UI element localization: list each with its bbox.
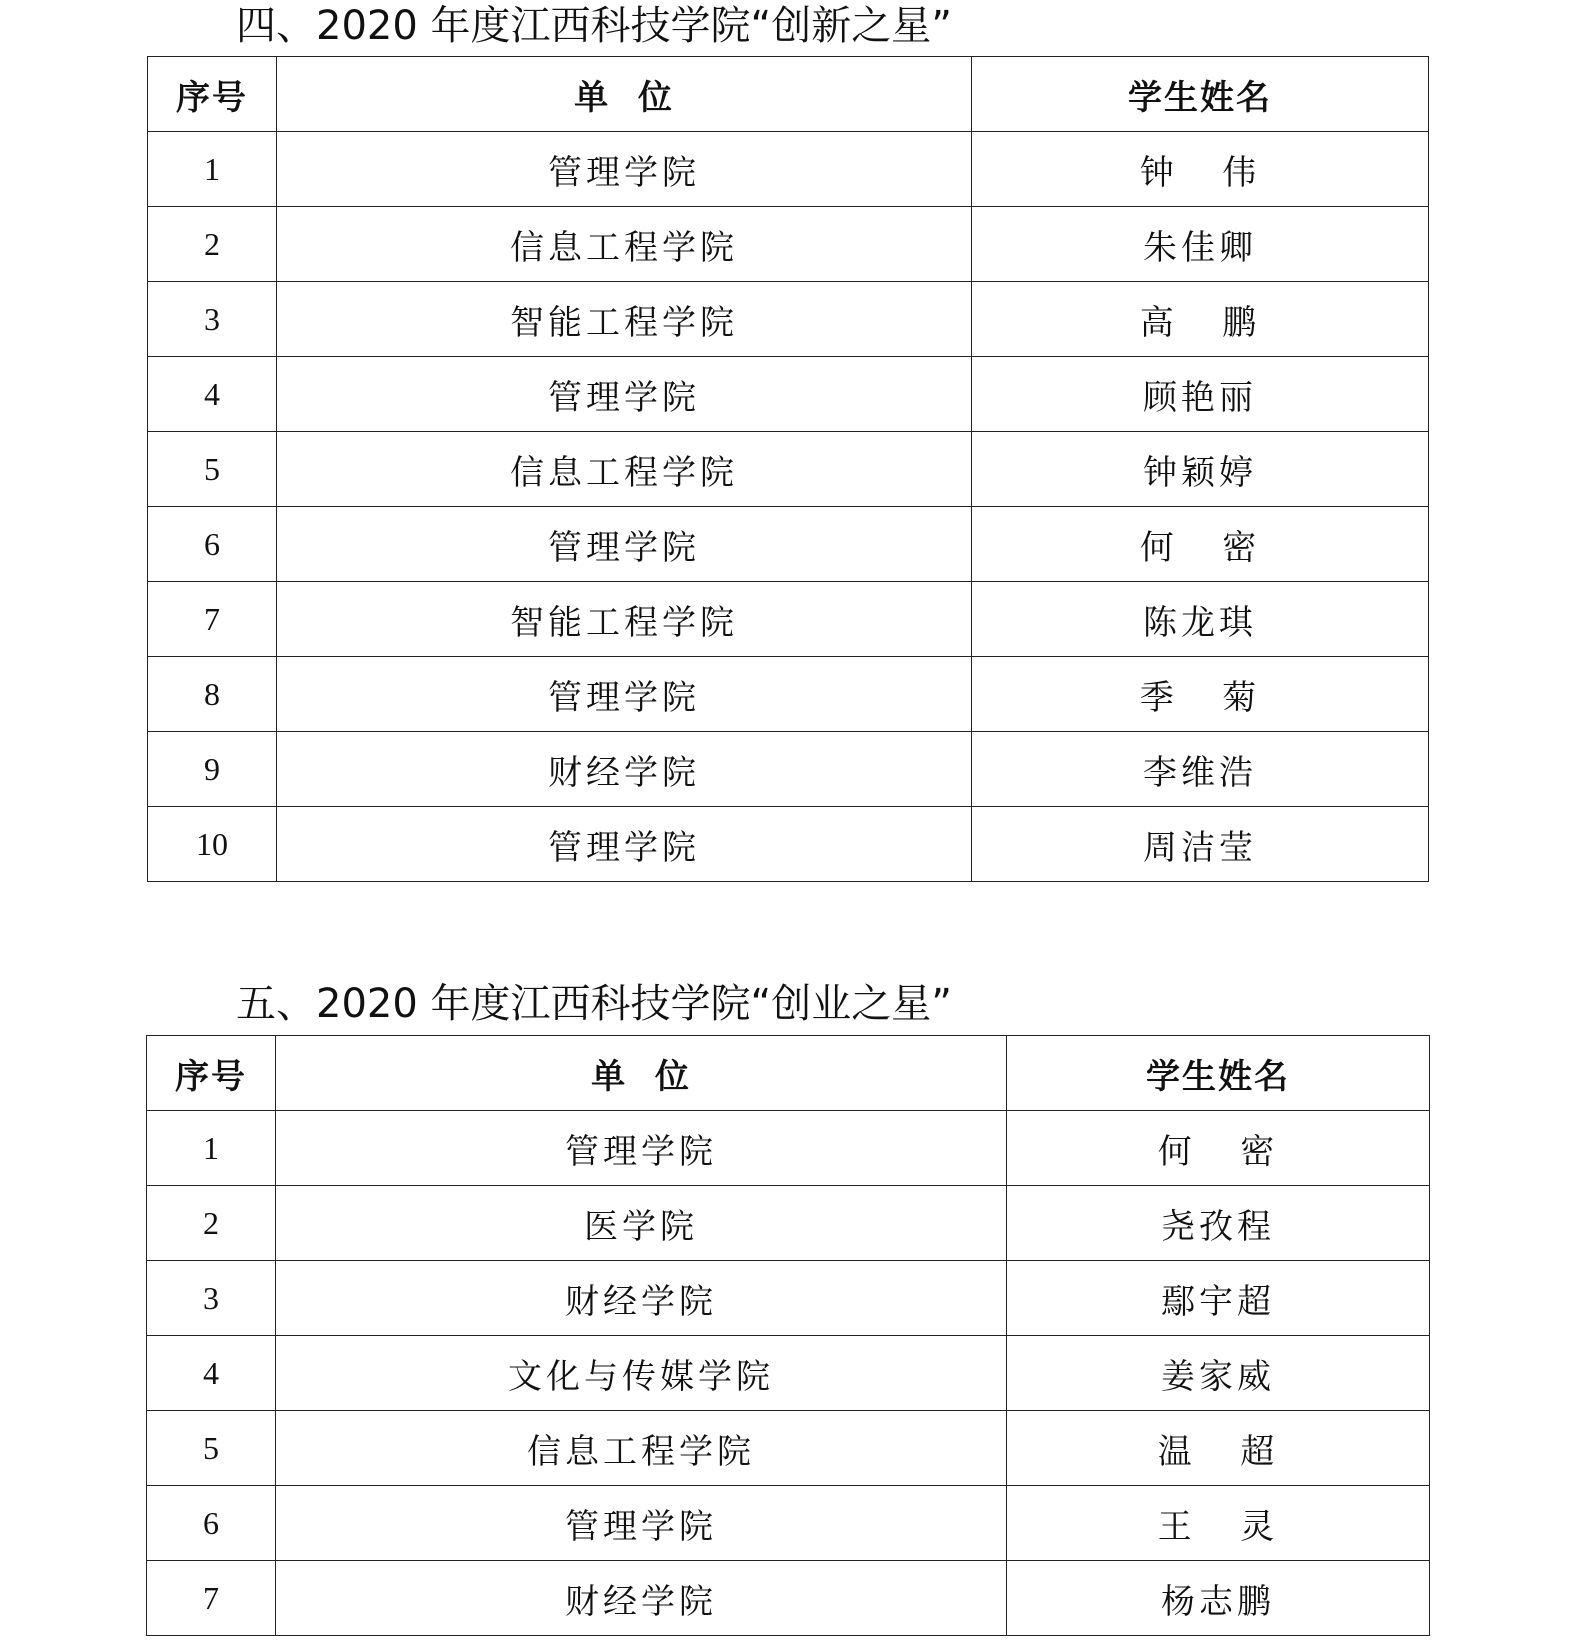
row-student-name: 何 密 <box>972 507 1429 582</box>
row-index: 5 <box>148 432 277 507</box>
table-row <box>147 1186 1430 1261</box>
table-row <box>147 1561 1430 1636</box>
row-index: 4 <box>147 1336 276 1411</box>
row-index: 1 <box>148 132 277 207</box>
row-student-name: 尧孜程 <box>1007 1186 1430 1261</box>
row-unit: 管理学院 <box>277 807 972 882</box>
row-student-name: 姜家威 <box>1007 1336 1430 1411</box>
row-student-name: 鄢宇超 <box>1007 1261 1430 1336</box>
row-student-name: 陈龙琪 <box>972 582 1429 657</box>
header-unit: 单 位 <box>276 1036 1007 1111</box>
header-unit: 单 位 <box>277 57 972 132</box>
row-unit: 管理学院 <box>277 357 972 432</box>
row-student-name: 钟颖婷 <box>972 432 1429 507</box>
row-student-name: 高 鹏 <box>972 282 1429 357</box>
row-student-name: 朱佳卿 <box>972 207 1429 282</box>
row-index: 2 <box>148 207 277 282</box>
table-row <box>148 732 1429 807</box>
row-unit: 智能工程学院 <box>277 582 972 657</box>
row-unit: 财经学院 <box>276 1261 1007 1336</box>
header-student-name: 学生姓名 <box>1007 1036 1430 1111</box>
table-row <box>148 207 1429 282</box>
header-index: 序号 <box>148 57 277 132</box>
section-title-entrepreneurship-star: 五、2020 年度江西科技学院“创业之星” <box>236 981 952 1027</box>
row-unit: 医学院 <box>276 1186 1007 1261</box>
table-row <box>148 507 1429 582</box>
row-index: 5 <box>147 1411 276 1486</box>
row-unit: 管理学院 <box>277 507 972 582</box>
row-student-name: 钟 伟 <box>972 132 1429 207</box>
table-row <box>148 282 1429 357</box>
row-unit: 财经学院 <box>277 732 972 807</box>
row-unit: 管理学院 <box>277 132 972 207</box>
table-row <box>148 132 1429 207</box>
row-index: 4 <box>148 357 277 432</box>
row-unit: 管理学院 <box>276 1486 1007 1561</box>
row-unit: 智能工程学院 <box>277 282 972 357</box>
table-row <box>147 1336 1430 1411</box>
row-unit: 信息工程学院 <box>277 207 972 282</box>
table-row <box>148 582 1429 657</box>
table-row <box>147 1261 1430 1336</box>
row-student-name: 周洁莹 <box>972 807 1429 882</box>
table-row <box>148 357 1429 432</box>
row-index: 3 <box>147 1261 276 1336</box>
row-unit: 管理学院 <box>276 1111 1007 1186</box>
table-row <box>147 1111 1430 1186</box>
entrepreneurship-star-table <box>146 1035 1430 1636</box>
row-index: 10 <box>148 807 277 882</box>
row-index: 9 <box>148 732 277 807</box>
row-student-name: 李维浩 <box>972 732 1429 807</box>
row-unit: 管理学院 <box>277 657 972 732</box>
row-unit: 财经学院 <box>276 1561 1007 1636</box>
innovation-star-table <box>147 56 1429 882</box>
row-index: 7 <box>147 1561 276 1636</box>
row-student-name: 温 超 <box>1007 1411 1430 1486</box>
row-unit: 文化与传媒学院 <box>276 1336 1007 1411</box>
row-index: 8 <box>148 657 277 732</box>
row-unit: 信息工程学院 <box>277 432 972 507</box>
row-index: 1 <box>147 1111 276 1186</box>
header-index: 序号 <box>147 1036 276 1111</box>
table-header-row <box>148 57 1429 132</box>
table-header-row <box>147 1036 1430 1111</box>
row-student-name: 何 密 <box>1007 1111 1430 1186</box>
section-title-innovation-star: 四、2020 年度江西科技学院“创新之星” <box>236 3 952 49</box>
table-row <box>148 432 1429 507</box>
table-row <box>148 807 1429 882</box>
row-student-name: 季 菊 <box>972 657 1429 732</box>
row-student-name: 王 灵 <box>1007 1486 1430 1561</box>
row-index: 6 <box>148 507 277 582</box>
row-student-name: 顾艳丽 <box>972 357 1429 432</box>
row-index: 3 <box>148 282 277 357</box>
row-index: 7 <box>148 582 277 657</box>
table-row <box>148 657 1429 732</box>
row-student-name: 杨志鹏 <box>1007 1561 1430 1636</box>
header-student-name: 学生姓名 <box>972 57 1429 132</box>
row-index: 2 <box>147 1186 276 1261</box>
row-unit: 信息工程学院 <box>276 1411 1007 1486</box>
table-row <box>147 1411 1430 1486</box>
table-row <box>147 1486 1430 1561</box>
row-index: 6 <box>147 1486 276 1561</box>
